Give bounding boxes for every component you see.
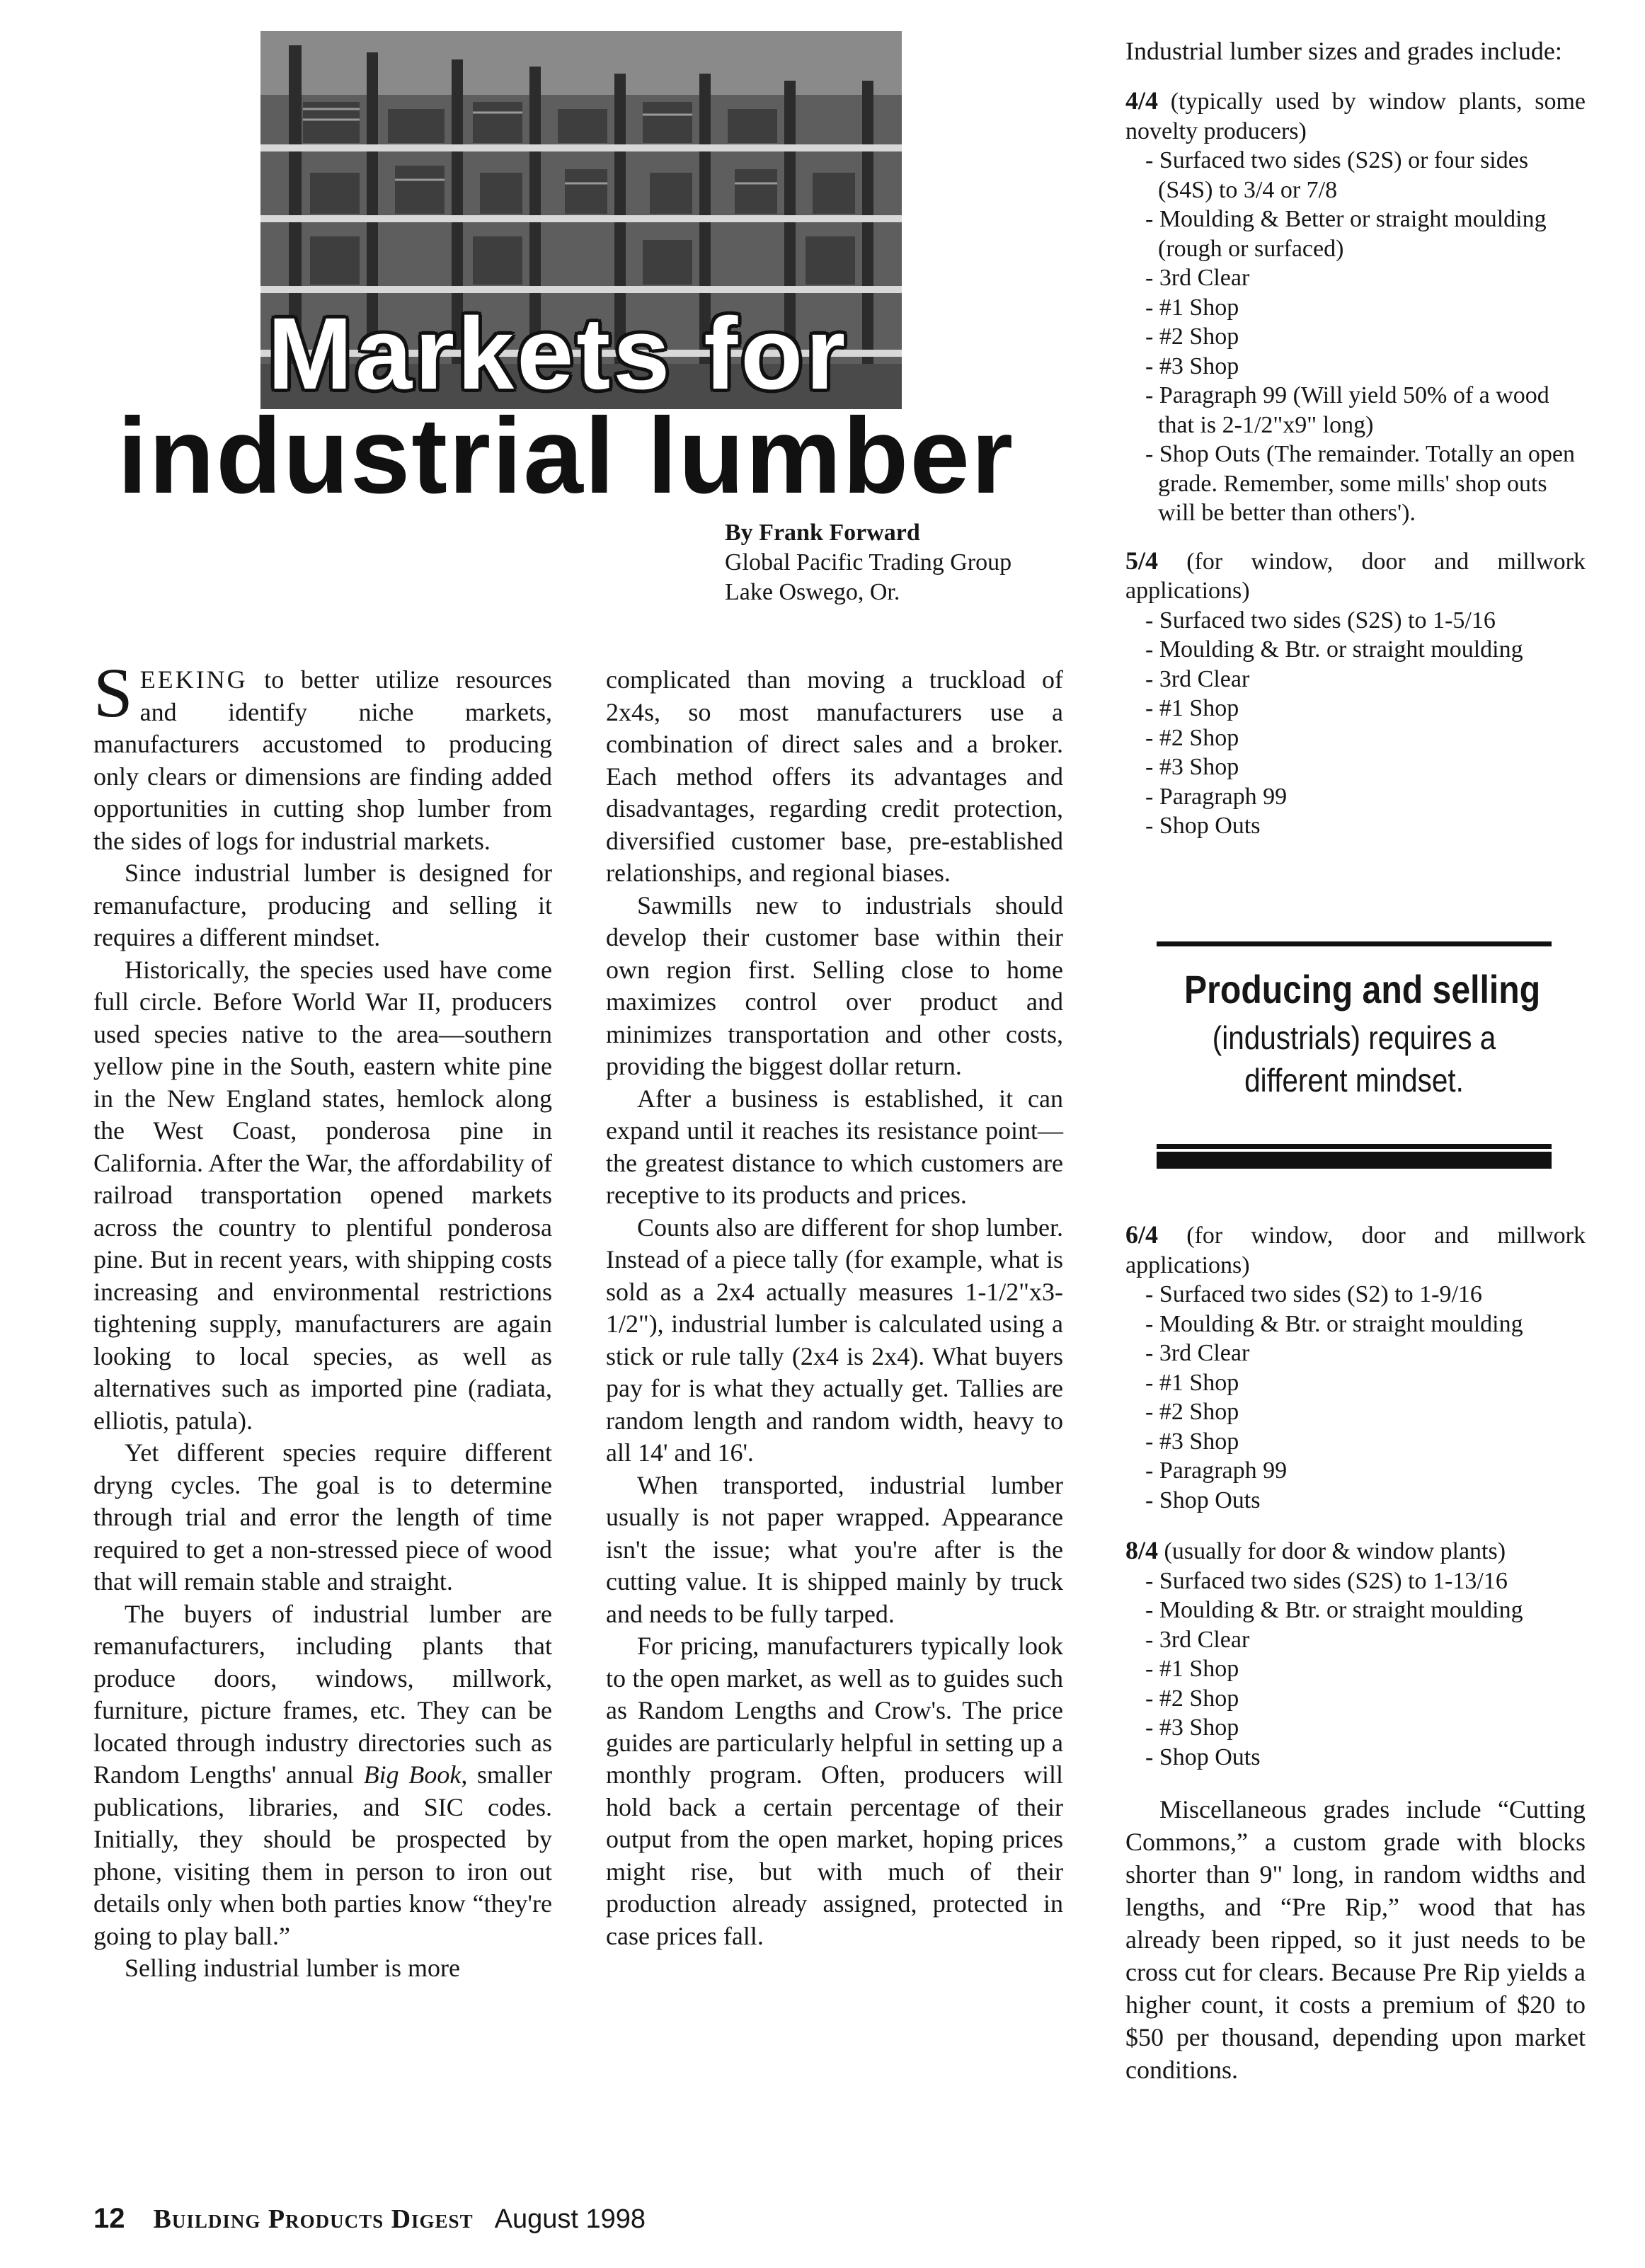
- grade-item: - 3rd Clear: [1145, 665, 1250, 692]
- grade-item: - Moulding & Btr. or straight moulding: [1145, 1597, 1523, 1623]
- grade-item: - Moulding & Better or straight moulding (rough or surfaced): [1145, 206, 1547, 262]
- grade-item: - Shop Outs (The remainder. Totally an open grade. Remember, some mills' shop outs will be better than others').: [1145, 441, 1575, 526]
- pull-quote-bottom-rule-thin: [1157, 1144, 1552, 1149]
- article-paragraph: Yet different species require different dryng cycles. The goal is to determine through trial and error the length of time required to get a non-stressed piece of wood that will remain stable and straight.: [93, 1438, 552, 1596]
- byline-location: Lake Oswego, Or.: [725, 579, 900, 605]
- headline-line2: industrial lumber: [118, 396, 1015, 516]
- grade-item: - #2 Shop: [1145, 1399, 1239, 1425]
- paragraph-text: The buyers of industrial lumber are remanufacturers, including plants that produce doors, windows, millwork, furniture, picture frames, etc. They can be located through industry directories such as Random Lengths' annual: [93, 1599, 552, 1789]
- article-paragraph: For pricing, manufacturers typically look to the open market, as well as to guides such as Random Lengths and Crow's. The price guides are particularly helpful in setting up a monthly program. Often, producers will hold back a certain percentage of their output from the open market, hoping prices might rise, but with much of their production already assigned, protected in case prices fall.: [606, 1632, 1063, 1950]
- grade-item: - #3 Shop: [1145, 1428, 1239, 1455]
- sidebar-intro: Industrial lumber sizes and grades include:: [1125, 37, 1562, 65]
- grade-heading: [1125, 1220, 1586, 1280]
- grade-item: - Surfaced two sides (S2) to 1-9/16: [1145, 1281, 1482, 1307]
- article-column-1: [93, 653, 553, 1985]
- drop-cap: S: [93, 653, 133, 732]
- grade-size: 4/4: [1125, 86, 1159, 115]
- grade-group-8-4: [1125, 1536, 1586, 1772]
- grade-note: (for window, door and millwork applications): [1125, 1222, 1586, 1278]
- publication-title: Big Book: [363, 1760, 462, 1789]
- grade-item: - Surfaced two sides (S2S) to 1-5/16: [1145, 607, 1496, 634]
- pull-quote-bottom-rule-thick: [1157, 1152, 1552, 1169]
- grade-item: - #2 Shop: [1145, 1685, 1239, 1712]
- article-paragraph: Since industrial lumber is designed for remanufacture, producing and selling it requires a different mindset.: [93, 859, 552, 951]
- grade-item: - 3rd Clear: [1145, 1626, 1250, 1653]
- grade-heading: [1125, 1536, 1586, 1567]
- grade-item: - #2 Shop: [1145, 323, 1239, 350]
- grade-group-6-4: [1125, 1220, 1586, 1515]
- article-column-2: [606, 664, 1063, 1952]
- grade-note: (for window, door and millwork applications): [1125, 548, 1586, 604]
- publication-name: Building Products Digest: [153, 2204, 474, 2234]
- grade-item: - Paragraph 99 (Will yield 50% of a wood that is 2-1/2"x9" long): [1145, 382, 1549, 438]
- page-footer: [93, 2203, 646, 2235]
- article-paragraph: Selling industrial lumber is more: [125, 1954, 460, 1982]
- grade-item: - Shop Outs: [1145, 1743, 1261, 1770]
- grade-item: - Surfaced two sides (S2S) or four sides (S4S) to 3/4 or 7/8: [1145, 147, 1529, 203]
- article-paragraph: [93, 653, 552, 857]
- grade-group-5-4: [1125, 546, 1586, 841]
- pull-quote-text: [1180, 1016, 1528, 1101]
- grade-item: - Paragraph 99: [1145, 1457, 1288, 1484]
- grade-item: - Moulding & Btr. or straight moulding: [1145, 636, 1523, 663]
- grade-item: - Shop Outs: [1145, 813, 1261, 839]
- pull-quote-top-rule: [1157, 941, 1552, 946]
- grade-size: 5/4: [1125, 546, 1159, 575]
- pull-quote-heading: Producing and selling: [1184, 967, 1541, 1012]
- pull-quote: [1157, 941, 1552, 1169]
- byline: [725, 518, 1011, 607]
- grade-item: - #1 Shop: [1145, 1656, 1239, 1682]
- grade-note: (typically used by window plants, some novelty producers): [1125, 88, 1586, 144]
- byline-company: Global Pacific Trading Group: [725, 549, 1012, 575]
- grade-item: - #3 Shop: [1145, 754, 1239, 780]
- grade-item: - Surfaced two sides (S2S) to 1-13/16: [1145, 1567, 1508, 1594]
- grade-item: - #3 Shop: [1145, 353, 1239, 379]
- article-paragraph: Counts also are different for shop lumber. Instead of a piece tally (for example, what is sold as a 2x4 actually measures 1-1/2"x3-1/2"), industrial lumber is calculated using a stick or rule tally (2x4 is 2x4). What buyers pay for is what they actually get. Tallies are random length and random width, heavy to all 14' and 16'.: [606, 1213, 1063, 1467]
- grade-note: (usually for door & window plants): [1158, 1538, 1506, 1564]
- grade-item: - Moulding & Btr. or straight moulding: [1145, 1310, 1523, 1337]
- article-paragraph: Historically, the species used have come full circle. Before World War II, producers used species native to the area—southern yellow pine in the South, eastern white pine in the New England states, hemlock along the West Coast, ponderosa pine in California. After the War, the affordability of railroad transportation opened markets across the country to plentiful ponderosa pine. But in recent years, with shipping costs increasing and environmental restrictions tightening supply, manufacturers are again looking to local species, as well as alternatives such as imported pine (radiata, elliotis, patula).: [93, 955, 552, 1435]
- grade-size: 8/4: [1125, 1536, 1159, 1564]
- grade-heading: [1125, 86, 1586, 146]
- grade-item: - #2 Shop: [1145, 724, 1239, 751]
- article-paragraph: When transported, industrial lumber usually is not paper wrapped. Appearance isn't the issue; what you're after is the cutting value. It is shipped mainly by truck and needs to be fully tarped.: [606, 1470, 1063, 1628]
- grade-item: - #1 Shop: [1145, 294, 1239, 321]
- grade-item: - Paragraph 99: [1145, 783, 1288, 810]
- lead-in: EEKING: [139, 665, 248, 694]
- grade-group-4-4: [1125, 86, 1586, 528]
- grade-item: - #1 Shop: [1145, 695, 1239, 721]
- page-number: 12: [93, 2203, 125, 2234]
- headline-line1: Markets for: [268, 297, 849, 411]
- grade-heading: [1125, 546, 1586, 606]
- grades-sidebar-lower: [1125, 1220, 1586, 2086]
- misc-grades-paragraph: Miscellaneous grades include “Cutting Commons,” a custom grade with blocks shorter than 9" long, in random widths and lengths, and “Pre Rip,” wood that has already been ripped, so it just needs to be cross cut for clears. Because Pre Rip yields a higher count, it costs a premium of $20 to $50 per thousand, depending upon market conditions.: [1125, 1795, 1586, 2084]
- article-paragraph: After a business is established, it can expand until it reaches its resistance point—the greatest distance to which customers are receptive to its products and prices.: [606, 1084, 1063, 1209]
- grade-item: - #1 Shop: [1145, 1369, 1239, 1396]
- article-paragraph: complicated than moving a truckload of 2x4s, so most manufacturers use a combination of direct sales and a broker. Each method offers its advantages and disadvantages, regarding credit protection, diversified customer base, pre-established relationships, and regional biases.: [606, 665, 1063, 887]
- issue-date: August 1998: [494, 2204, 646, 2234]
- grade-item: - Shop Outs: [1145, 1487, 1261, 1513]
- article-paragraph: Sawmills new to industrials should develop their customer base within their own region first. Selling close to home maximizes control over product and minimizes transportation and other costs, providing the biggest dollar return.: [606, 890, 1063, 1080]
- pull-quote-line: different mindset.: [1244, 1062, 1464, 1099]
- paragraph-text: , smaller publications, libraries, and SIC codes. Initially, they should be prospected by phone, visiting them in person to iron out details only when both parties know “they're going to play ball.”: [93, 1760, 553, 1950]
- grade-item: - 3rd Clear: [1145, 1340, 1250, 1366]
- grades-sidebar: [1125, 35, 1586, 859]
- article-paragraph: [93, 1598, 552, 1953]
- grade-item: - 3rd Clear: [1145, 265, 1250, 291]
- paragraph-text: to better utilize resources and identify niche markets, manufacturers accustomed to producing only clears or dimensions are finding added opportunities in cutting shop lumber from the sides of logs for industrial markets.: [93, 665, 552, 855]
- grade-item: - #3 Shop: [1145, 1714, 1239, 1741]
- byline-author: By Frank Forward: [725, 520, 920, 546]
- pull-quote-line: (industrials) requires a: [1212, 1019, 1496, 1056]
- grade-size: 6/4: [1125, 1220, 1159, 1249]
